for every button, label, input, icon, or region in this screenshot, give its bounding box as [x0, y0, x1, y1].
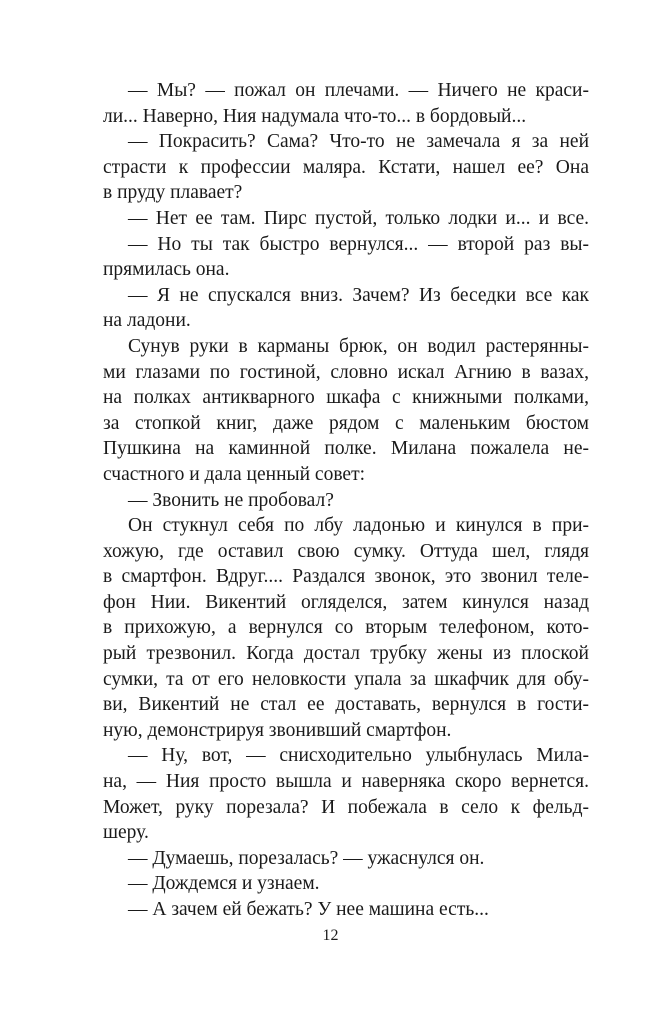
text-line: ную, демонстрируя звонивший смартфон.	[103, 719, 452, 741]
text-line: Может, руку порезала? И побежала в село к фельд-	[103, 796, 589, 818]
text-line: хожую, где оставил свою сумку. Оттуда шел, глядя	[103, 540, 589, 562]
text-line: в смартфон. Вдруг.... Раздался звонок, это звонил теле-	[103, 566, 589, 588]
text-line: страсти к профессии маляра. Кстати, нашел ее? Она	[103, 156, 589, 178]
text-line: на ладони.	[103, 310, 191, 332]
text-line: сумки, та от его неловкости упала за шкафчик для обу-	[103, 668, 589, 690]
text-line: — Думаешь, порезалась? — ужаснулся он.	[128, 847, 485, 869]
text-line: прямилась она.	[103, 259, 230, 281]
text-line: Сунув руки в карманы брюк, он водил растерянны-	[128, 335, 589, 357]
text-line: ви, Викентий не стал ее доставать, вернулся в гости-	[103, 694, 589, 716]
text-line: фон Нии. Викентий огляделся, затем кинулся назад	[103, 591, 589, 613]
text-line: в прихожую, а вернулся со вторым телефоном, кото-	[103, 617, 589, 639]
text-line: — А зачем ей бежать? У нее машина есть...	[128, 899, 489, 920]
text-line: за стопкой книг, даже рядом с маленьким бюстом	[103, 412, 589, 434]
text-line: Пушкина на каминной полке. Милана пожалела не-	[103, 438, 589, 460]
text-line: — Покрасить? Сама? Что-то не замечала я за ней	[128, 131, 589, 153]
text-line: шеру.	[103, 822, 149, 844]
text-line: — Мы? — пожал он плечами. — Ничего не краси-	[128, 80, 589, 101]
text-line: — Дождемся и узнаем.	[128, 873, 320, 895]
text-line: счастного и дала ценный совет:	[103, 463, 366, 485]
text-line: ли... Наверно, Ния надумала что-то... в бордовый...	[103, 105, 527, 127]
text-line: — Нет ее там. Пирс пустой, только лодки и... и все.	[128, 207, 589, 229]
text-line: — Я не спускался вниз. Зачем? Из беседки все как	[128, 284, 589, 306]
text-line: ми глазами по гостиной, словно искал Агнию в вазах,	[103, 361, 589, 383]
body-text	[103, 78, 589, 923]
text-line: на полках антикварного шкафа с книжными полками,	[103, 387, 589, 409]
text-line: рый трезвонил. Когда достал трубку жены из плоской	[103, 643, 589, 665]
text-line: — Но ты так быстро вернулся... — второй раз вы-	[128, 233, 589, 255]
text-line: — Ну, вот, — снисходительно улыбнулась Мила-	[128, 745, 589, 767]
text-line: — Звонить не пробовал?	[128, 489, 334, 511]
page-number: 12	[322, 927, 339, 944]
text-line: Он стукнул себя по лбу ладонью и кинулся в при-	[128, 515, 589, 537]
text-line: на, — Ния просто вышла и наверняка скоро вернется.	[103, 771, 589, 793]
text-line: в пруду плавает?	[103, 182, 243, 204]
